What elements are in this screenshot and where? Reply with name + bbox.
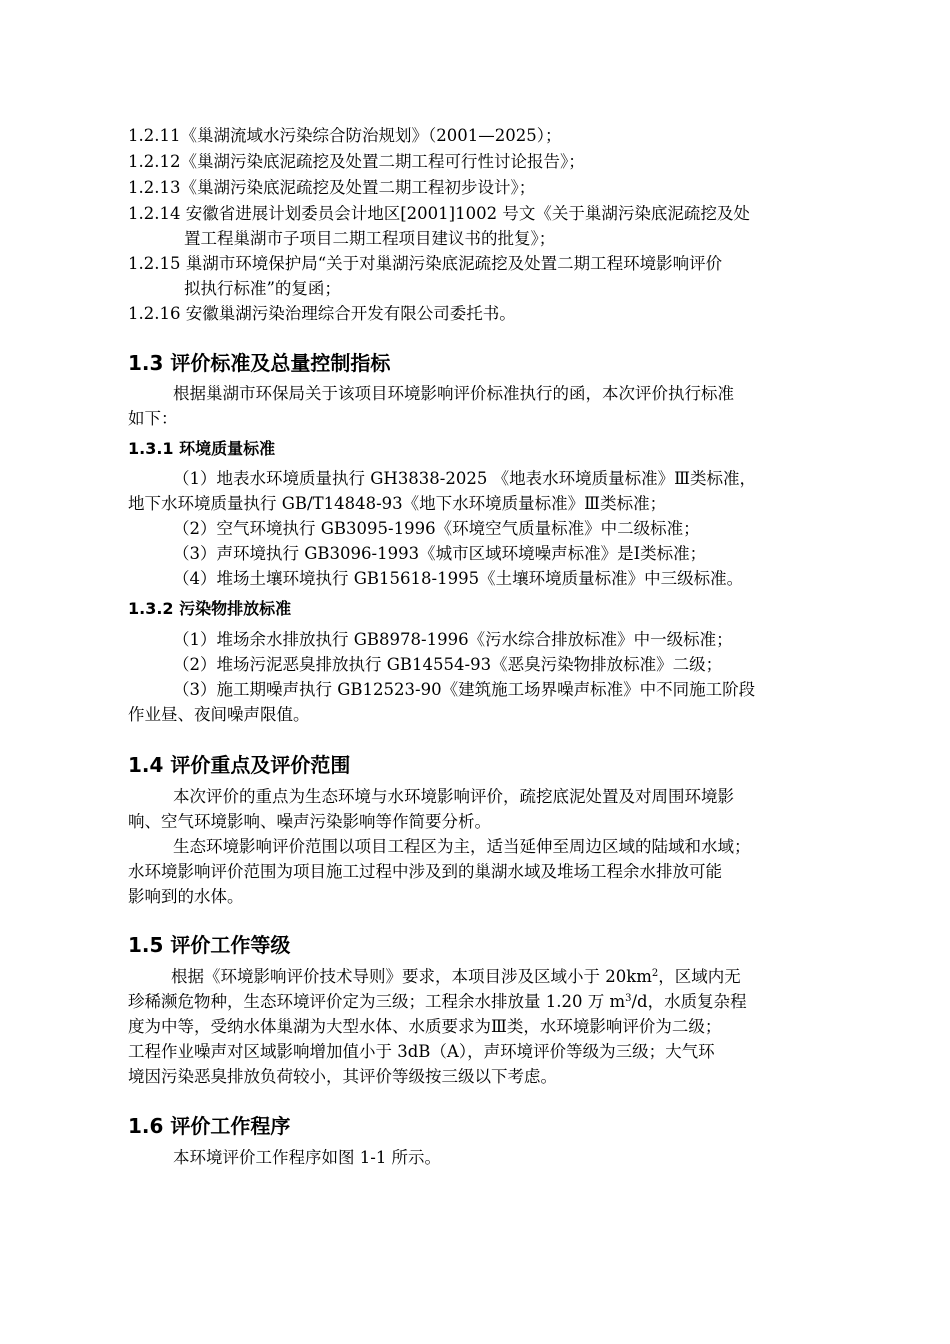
section-heading-1-4: 1.4 评价重点及评价范围 — [128, 753, 351, 777]
ref-1-2-16: 1.2.16 安徽巢湖污染治理综合开发有限公司委托书。 — [128, 304, 516, 323]
paragraph-line: 水环境影响评价范围为项目施工过程中涉及到的巢湖水域及堆场工程余水排放可能 — [128, 862, 722, 881]
section-heading-1-6: 1.6 评价工作程序 — [128, 1114, 291, 1138]
paragraph-line: （2）空气环境执行 GB3095-1996《环境空气质量标准》中二级标准； — [173, 519, 700, 538]
ref-1-2-13: 1.2.13《巢湖污染底泥疏挖及处置二期工程初步设计》； — [128, 178, 536, 197]
paragraph-line: 度为中等，受纳水体巢湖为大型水体、水质要求为Ⅲ类，水环境影响评价为二级； — [128, 1017, 722, 1036]
text-segment: /d，水质复杂程 — [631, 992, 747, 1011]
section-heading-1-5: 1.5 评价工作等级 — [128, 933, 291, 957]
ref-1-2-14-cont: 置工程巢湖市子项目二期工程项目建议书的批复》； — [184, 229, 556, 248]
ref-1-2-11: 1.2.11《巢湖流域水污染综合防治规划》（2001—2025）； — [128, 126, 562, 145]
paragraph-line — [128, 990, 747, 1014]
paragraph-line: 地下水环境质量执行 GB/T14848-93《地下水环境质量标准》Ⅲ类标准； — [128, 494, 667, 513]
paragraph-line: 响、空气环境影响、噪声污染影响等作简要分析。 — [128, 812, 491, 831]
paragraph-line: 影响到的水体。 — [128, 887, 244, 906]
text-segment: ，区域内无 — [658, 967, 741, 986]
ref-1-2-14: 1.2.14 安徽省进展计划委员会计地区[2001]1002 号文《关于巢湖污染底泥疏挖及处 — [128, 204, 750, 223]
paragraph-line: 作业昼、夜间噪声限值。 — [128, 705, 310, 724]
paragraph-line: 工程作业噪声对区域影响增加值小于 3dB（A），声环境评价等级为三级；大气环 — [128, 1042, 715, 1061]
superscript: 3 — [625, 993, 632, 1004]
paragraph-line: （1）地表水环境质量执行 GH3838-2025 《地表水环境质量标准》Ⅲ类标准， — [173, 469, 757, 488]
paragraph-line: 生态环境影响评价范围以项目工程区为主，适当延伸至周边区域的陆域和水域； — [173, 837, 751, 856]
paragraph-line: 本环境评价工作程序如图 1-1 所示。 — [173, 1148, 442, 1167]
text-segment: 根据《环境影响评价技术导则》要求，本项目涉及区域小于 20km — [171, 967, 652, 986]
subsection-heading-1-3-2: 1.3.2 污染物排放标准 — [128, 599, 292, 618]
ref-1-2-15: 1.2.15 巢湖市环境保护局“关于对巢湖污染底泥疏挖及处置二期工程环境影响评价 — [128, 254, 723, 273]
text-segment: 珍稀濒危物种，生态环境评价定为三级；工程余水排放量 1.20 万 m — [128, 992, 626, 1011]
paragraph-line: （1）堆场余水排放执行 GB8978-1996《污水综合排放标准》中一级标准； — [173, 630, 733, 649]
paragraph-line: 境因污染恶臭排放负荷较小，其评价等级按三级以下考虑。 — [128, 1067, 557, 1086]
paragraph-line: （3）声环境执行 GB3096-1993《城市区域环境噪声标准》是Ⅰ类标准； — [173, 544, 707, 563]
paragraph-line: （4）堆场土壤环境执行 GB15618-1995《土壤环境质量标准》中三级标准。 — [173, 569, 744, 588]
ref-1-2-12: 1.2.12《巢湖污染底泥疏挖及处置二期工程可行性讨论报告》； — [128, 152, 585, 171]
paragraph-line: （3）施工期噪声执行 GB12523-90《建筑施工场界噪声标准》中不同施工阶段 — [173, 680, 756, 699]
paragraph-line: 如下： — [128, 409, 178, 428]
paragraph-line: 根据巢湖市环保局关于该项目环境影响评价标准执行的函，本次评价执行标准 — [173, 384, 734, 403]
paragraph-line: （2）堆场污泥恶臭排放执行 GB14554-93《恶臭污染物排放标准》二级； — [173, 655, 723, 674]
superscript: 2 — [651, 968, 659, 979]
paragraph-line: 本次评价的重点为生态环境与水环境影响评价，疏挖底泥处置及对周围环境影 — [173, 787, 734, 806]
section-heading-1-3: 1.3 评价标准及总量控制指标 — [128, 351, 391, 375]
subsection-heading-1-3-1: 1.3.1 环境质量标准 — [128, 439, 276, 458]
paragraph-line — [171, 965, 741, 989]
ref-1-2-15-cont: 拟执行标准”的复函； — [184, 279, 341, 298]
